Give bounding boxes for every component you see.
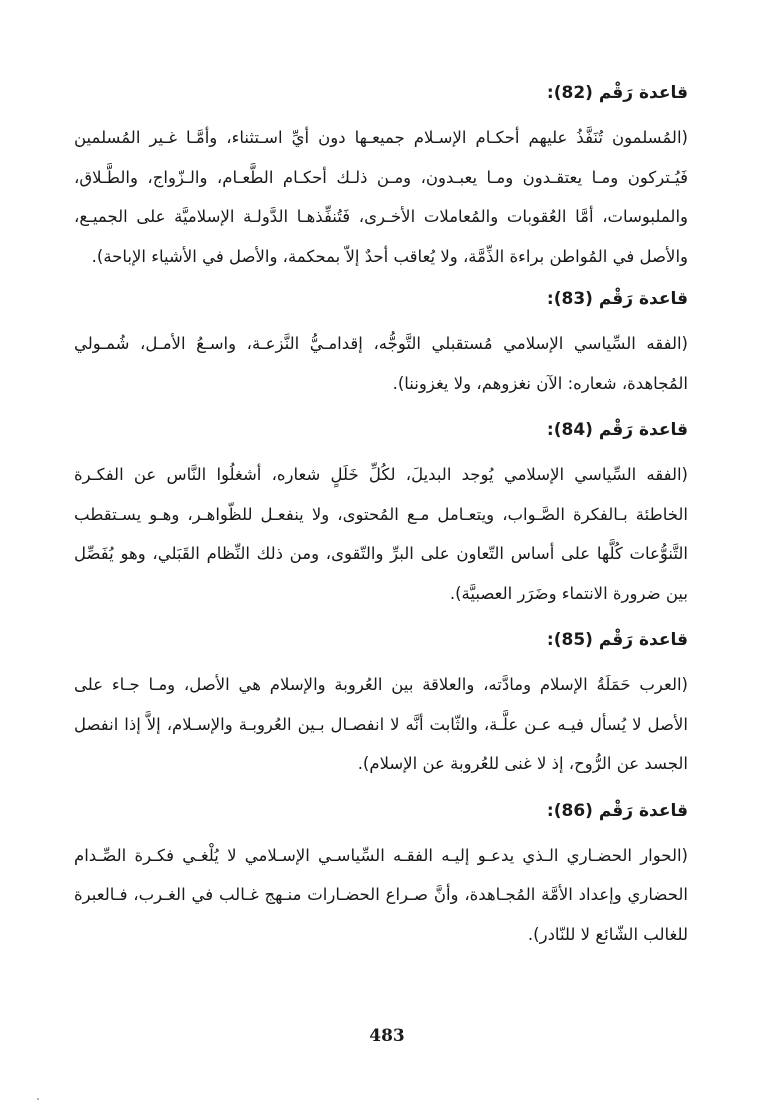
- rule-83: [74, 286, 688, 403]
- scan-speck: [37, 1098, 39, 1100]
- rule-85: [74, 627, 688, 784]
- rule-text: (الحوار الحضـاري الـذي يدعـو إليـه الفقـه السِّياسـي الإسـلامي لا يُلْغـي فكـرة الصِّـدام الحضاري وإعداد الأمَّة المُجـاهدة، وأنَّ صـراع الحضـارات منـهج غـالب في الغـرب، فـالعبرة للغالب الشّائع لا للنّادر).: [74, 845, 688, 944]
- page-body: [74, 80, 688, 968]
- page-number: 483: [369, 1026, 405, 1046]
- rule-text: (المُسلمون تُنَفَّذُ عليهم أحكـام الإسـلام جميعـها دون أيِّ اسـتثناء، وأمَّـا غـير المُسلمين فَيُـتركون ومـا يعتقـدون ومـا يعبـدون، ومـن ذلـك أحكـام الطَّعـام، والـزّواج، والطَّـلاق، والملبوسات، أمَّا العُقوبات والمُعاملات الأخـرى، فَتُنفِّذهـا الدَّولـة الإسلاميَّة على الجميـع، والأصل في المُواطن براءة الذِّمَّة، ولا يُعاقب أحدٌ إلاّ بمحكمة، والأصل في الأشياء الإباحة).: [74, 128, 688, 266]
- rule-heading: قاعدة رَقْم (82):: [546, 83, 688, 103]
- rule-heading: قاعدة رَقْم (85):: [546, 630, 688, 650]
- rule-text: (الفقه السِّياسي الإسلامي يُوجد البديلَ، لكُلِّ خَلَلٍ شعاره، أشغلُوا النَّاس عن الفكـرة الخاطئة بـالفكرة الصَّـواب، ويتعـامل مـع المُحتوى، ولا ينفعـل للظّواهـر، وهـو يسـتقطب التَّنوُّعات كُلَّها على أساس التّعاون على البرِّ والتّقوى، ومن ذلك النِّظام القَبَلي، وهو يُفَصِّل بين ضرورة الانتماء وضَرَر العصبيَّة).: [74, 465, 688, 603]
- rule-heading: قاعدة رَقْم (84):: [546, 420, 688, 440]
- rule-heading: قاعدة رَقْم (86):: [546, 800, 688, 821]
- rule-82: [74, 80, 688, 276]
- rule-84: [74, 417, 688, 613]
- rule-text: (الفقه السِّياسي الإسلامي مُستقبلي التَّوجُّه، إقدامـيُّ النَّزعـة، واسـعُ الأمـل، شُمـولي المُجاهدة، شعاره: الآن نغزوهم، ولا يغزوننا).: [74, 334, 688, 393]
- rule-heading: قاعدة رَقْم (83):: [546, 289, 688, 309]
- rule-text: (العرب حَمَلَةُ الإسلام ومادَّته، والعلاقة بين العُروبة والإسلام هي الأصل، ومـا جـاء على الأصل لا يُسأل فيـه عـن علَّـة، والثّابت أنَّه لا انفصـال بـين العُروبـة والإسـلام، إلاَّ إذا انفصل الجسد عن الرُّوح، إذ لا غنى للعُروبة عن الإسلام).: [74, 675, 688, 773]
- rule-86: [74, 798, 688, 955]
